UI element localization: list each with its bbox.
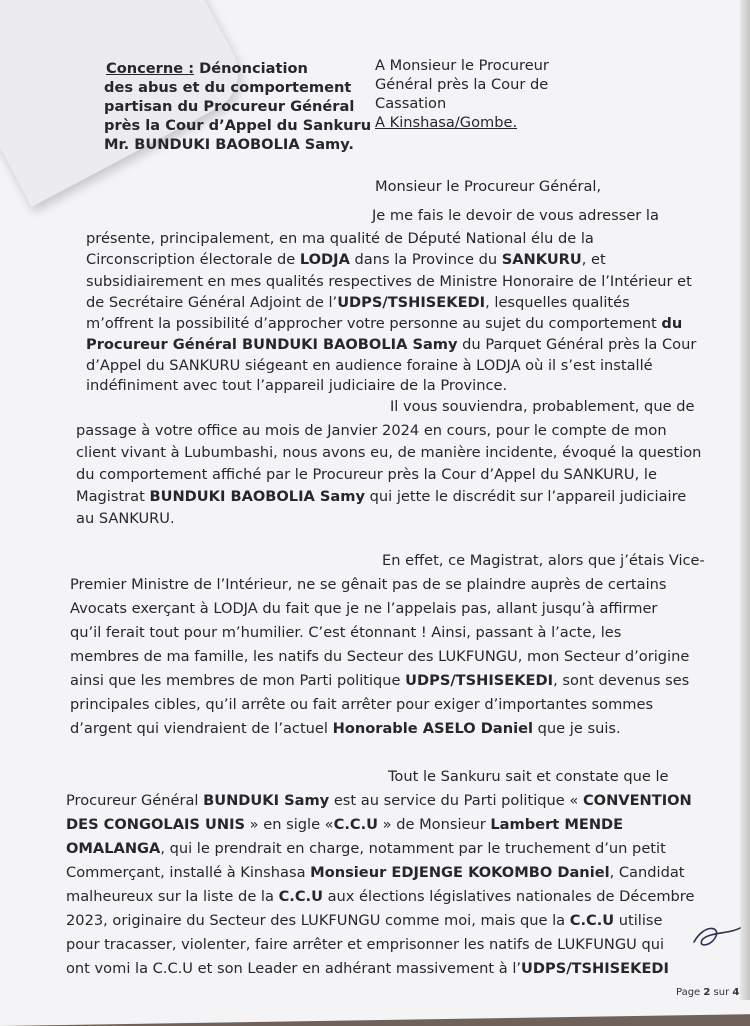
text-line: d’Appel du SANKURU siégeant en audience foraine à LODJA où il s’est installé xyxy=(86,357,653,374)
text-line: OMALANGA, qui le prendrait en charge, notamment par le truchement d’un petit xyxy=(66,840,666,857)
addressee-city: A Kinshasa/Gombe. xyxy=(375,114,518,131)
subject-label: Concerne : xyxy=(106,60,195,77)
page-number: Page 2 sur 4 xyxy=(676,987,740,998)
text-line: au SANKURU. xyxy=(76,510,175,527)
text-line: qu’il ferait tout pour m’humilier. C’est étonnant ! Ainsi, passant à l’acte, les xyxy=(70,624,622,641)
text-line: membres de ma famille, les natifs du Secteur des LUKFUNGU, mon Secteur d’origine xyxy=(70,648,690,665)
subject-line: près la Cour d’Appel du Sankuru xyxy=(104,117,372,134)
text-line: Procureur Général BUNDUKI BAOBOLIA Samy du Parquet Général près la Cour xyxy=(86,336,697,353)
text-line: m’offrent la possibilité d’approcher votre personne au sujet du comportement du xyxy=(86,315,683,332)
text-line: ont vomi la C.C.U et son Leader en adhérant massivement à l’UDPS/TSHISEKEDI xyxy=(66,960,669,977)
addressee-line: Cassation xyxy=(375,95,447,112)
text-line: Il vous souviendra, probablement, que de xyxy=(390,398,695,415)
addressee-line: A Monsieur le Procureur xyxy=(375,57,549,74)
text-line: principales cibles, qu’il arrête ou fait arrêter pour exiger d’importantes sommes xyxy=(70,696,654,713)
text-line: Procureur Général BUNDUKI Samy est au service du Parti politique « CONVENTION xyxy=(66,792,692,809)
text-line: Tout le Sankuru sait et constate que le xyxy=(388,768,669,785)
text-line: passage à votre office au mois de Janvier 2024 en cours, pour le compte de mon xyxy=(76,422,667,439)
text-line: Premier Ministre de l’Intérieur, ne se gênait pas de se plaindre auprès de certains xyxy=(70,576,667,593)
text-line: Avocats exerçant à LODJA du fait que je ne l’appelais pas, allant jusqu’à affirmer xyxy=(70,600,658,617)
salutation: Monsieur le Procureur Général, xyxy=(375,178,602,195)
text-line: indéfiniment avec tout l’appareil judiciaire de la Province. xyxy=(86,377,508,394)
text-line: client vivant à Lubumbashi, nous avons eu, de manière incidente, évoqué la question xyxy=(76,444,702,461)
addressee-line: Général près la Cour de xyxy=(375,76,549,93)
text-line: malheureux sur la liste de la C.C.U aux élections législatives nationales de Décembre xyxy=(66,888,695,905)
text-line: ainsi que les membres de mon Parti politique UDPS/TSHISEKEDI, sont devenus ses xyxy=(70,672,690,689)
text-line: 2023, originaire du Secteur des LUKFUNGU comme moi, mais que la C.C.U utilise xyxy=(66,912,663,929)
subject-line: Mr. BUNDUKI BAOBOLIA Samy. xyxy=(104,136,354,153)
text-line: du comportement affiché par le Procureur près la Cour d’Appel du SANKURU, le xyxy=(76,466,657,483)
subject-line: des abus et du comportement xyxy=(104,79,352,96)
text-line: Je me fais le devoir de vous adresser la xyxy=(372,207,659,224)
text-line: Commerçant, installé à Kinshasa Monsieur EDJENGE KOKOMBO Daniel, Candidat xyxy=(66,864,685,881)
text-line: d’argent qui viendraient de l’actuel Honorable ASELO Daniel que je suis. xyxy=(70,720,621,737)
text-line: En effet, ce Magistrat, alors que j’étais Vice- xyxy=(382,552,705,569)
subject-line: partisan du Procureur Général xyxy=(104,98,355,115)
text-line: Circonscription électorale de LODJA dans la Province du SANKURU, et xyxy=(86,251,606,268)
text-line: DES CONGOLAIS UNIS » en sigle «C.C.U » de Monsieur Lambert MENDE xyxy=(66,816,624,833)
text-line: pour tracasser, violenter, faire arrêter et emprisonner les natifs de LUKFUNGU qui xyxy=(66,936,665,953)
text-line: présente, principalement, en ma qualité de Député National élu de la xyxy=(86,230,594,247)
text-line: subsidiairement en mes qualités respectives de Ministre Honoraire de l’Intérieur et xyxy=(86,273,692,290)
text-line: Magistrat BUNDUKI BAOBOLIA Samy qui jette le discrédit sur l’appareil judiciaire xyxy=(76,488,687,505)
signature-mark xyxy=(686,914,746,954)
text-line: de Secrétaire Général Adjoint de l’UDPS/TSHISEKEDI, lesquelles qualités xyxy=(86,294,630,311)
subject-line: Concerne : Dénonciation xyxy=(106,60,308,77)
